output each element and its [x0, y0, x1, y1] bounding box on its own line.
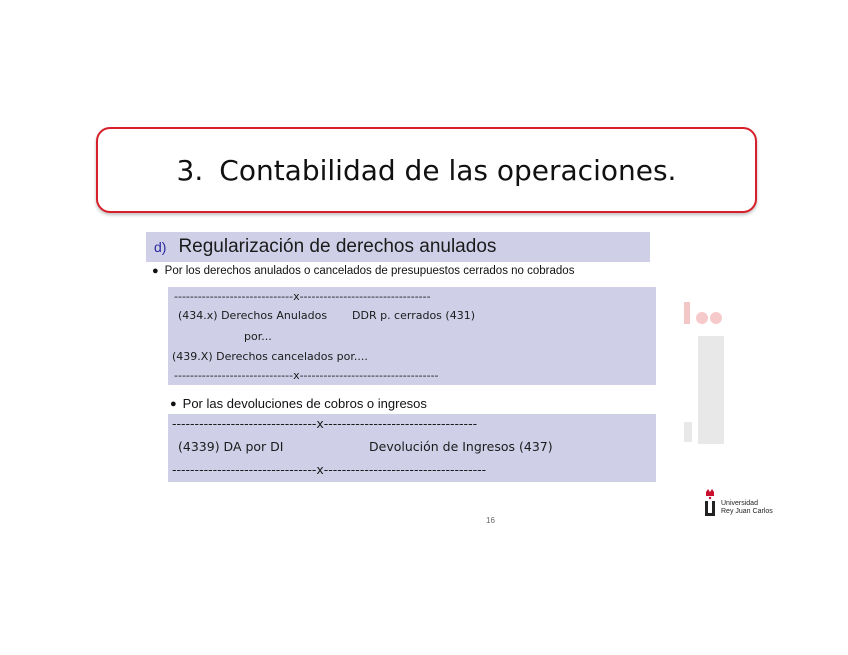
entry-second-debit: (439.X) Derechos cancelados por.... — [172, 350, 368, 363]
urjc-crown-logo-icon — [701, 488, 719, 522]
section-heading: Regularización de derechos anulados — [178, 236, 497, 257]
slide-title-box — [96, 127, 757, 213]
section-header — [146, 232, 650, 262]
entry-separator-bottom: --------------------------------x------------------------------------ — [172, 462, 487, 477]
entry-por: por... — [244, 330, 272, 343]
journal-entry-box-2 — [168, 414, 656, 482]
bullet-item-1 — [152, 265, 574, 277]
section-letter: d) — [154, 239, 167, 255]
journal-entry-box-1 — [168, 287, 656, 385]
bullet-text-1: Por los derechos anulados o cancelados de presupuestos cerrados no cobrados — [164, 265, 575, 277]
bullet-dot-icon: ● — [170, 397, 177, 410]
university-logo — [701, 488, 781, 522]
slide-title — [177, 154, 677, 187]
entry-separator-top: ------------------------------x--------------------------------- — [174, 290, 431, 303]
entry-debit: (434.x) Derechos Anulados — [178, 309, 328, 322]
title-number: 3. — [176, 153, 204, 187]
bullet-item-2 — [170, 396, 427, 411]
entry-separator-bottom: ------------------------------x----------------------------------- — [174, 369, 439, 382]
entry-credit: Devolución de Ingresos (437) — [369, 439, 553, 454]
bullet-text-2: Por las devoluciones de cobros o ingresos — [182, 396, 427, 411]
logo-line-2: Rey Juan Carlos — [721, 508, 773, 515]
page-number: 16 — [486, 516, 495, 525]
watermark-gray-decoration-icon — [684, 336, 728, 444]
entry-debit: (4339) DA por DI — [178, 439, 284, 454]
entry-credit: DDR p. cerrados (431) — [352, 309, 475, 322]
title-text: Contabilidad de las operaciones. — [219, 153, 677, 187]
entry-separator-top: --------------------------------x---------------------------------- — [172, 416, 478, 431]
bullet-dot-icon: ● — [152, 265, 159, 277]
logo-text — [721, 500, 773, 516]
watermark-decoration-icon — [684, 302, 724, 326]
logo-line-1: Universidad — [721, 500, 758, 507]
